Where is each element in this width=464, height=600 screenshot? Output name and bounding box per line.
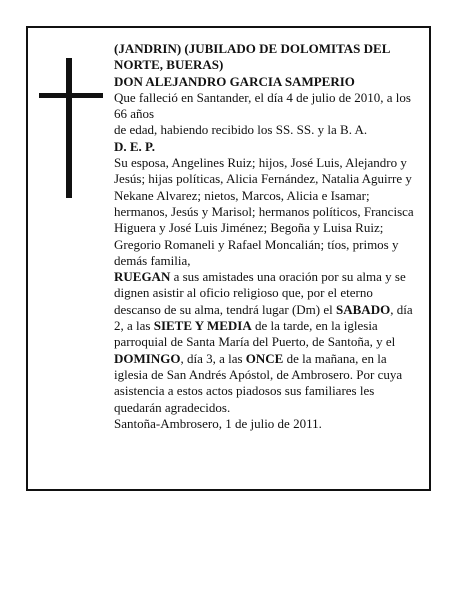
rip-line: D. E. P. (114, 138, 156, 154)
request-text-1: a sus amistades una oración por su alma y se dignen asistir al oficio religioso que, por el eterno descanso de su alma, tendrá lugar (Dm) el (114, 269, 406, 317)
request-text-2: , día 2, a las (114, 301, 413, 334)
ruegan-word: RUEGAN (114, 269, 171, 285)
sacraments-line: de edad, habiendo recibido los SS. SS. y la B. A. (114, 122, 368, 138)
request-text-4: , día 3, a las (180, 350, 246, 366)
death-details: Que falleció en Santander, el día 4 de julio de 2010, a los 66 años (114, 89, 411, 122)
cross-horizontal-bar (39, 93, 103, 98)
sunday-time: ONCE (245, 350, 284, 366)
notice-heading: (JANDRIN) (JUBILADO DE DOLOMITAS DEL NORTE, BUERAS) (114, 41, 390, 73)
cross-vertical-bar (66, 58, 72, 198)
saturday-word: SABADO (336, 301, 391, 317)
place-and-date: Santoña-Ambrosero, 1 de julio de 2011. (114, 415, 322, 431)
saturday-time: SIETE Y MEDIA (153, 318, 252, 334)
deceased-name: DON ALEJANDRO GARCIA SAMPERIO (114, 73, 355, 89)
sunday-word: DOMINGO (114, 350, 181, 366)
request-text-3: de la tarde, en la iglesia parroquial de Santa María del Puerto, de Santoña, y el (114, 318, 396, 350)
obituary-notice (26, 26, 431, 491)
family-list: Su esposa, Angelines Ruiz; hijos, José Luis, Alejandro y Jesús; hijas políticas, Alicia Fernández, Natalia Aguirre y Nekane Alvarez; nietos, Marcos, Alicia e Isamar; hermanos, Jesús y Marisol; hermanos políticos, Francisca Higuera y José Luis Jiménez; Begoña y Luisa Ruiz; Gregorio Romaneli y Rafael Moncalián; tíos, primos y demás familia, (114, 155, 414, 268)
notice-text (114, 41, 420, 432)
cross-icon (39, 58, 103, 198)
service-request (114, 269, 420, 416)
request-text-5: de la mañana, en la iglesia de San Andrés Apóstol, de Ambrosero. Por cuya asistencia a estos actos piadosos sus familiares les quedarán agradecidos. (114, 350, 403, 415)
